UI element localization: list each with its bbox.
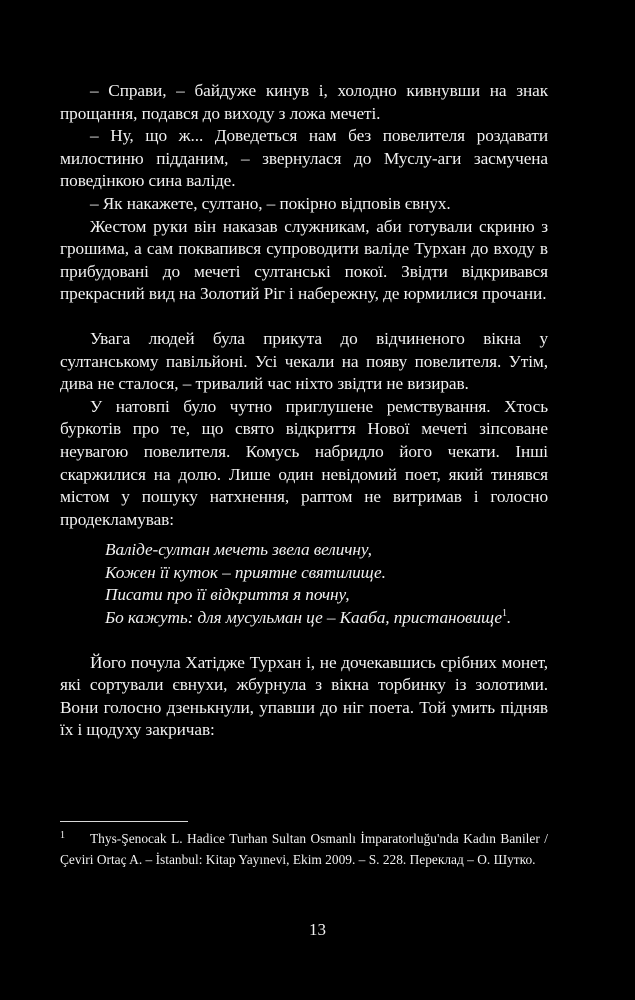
footnote-divider — [60, 821, 188, 822]
book-page-text — [60, 80, 548, 742]
poem-line: Писати про її відкриття я почну, — [105, 585, 350, 605]
section-gap — [60, 630, 548, 652]
poem-line: Кожен її куток – приятне святилище. — [105, 562, 386, 582]
paragraph: – Справи, – байдуже кинув і, холодно кивнувши на знак прощання, подався до виходу з ложа мечеті. — [60, 81, 548, 123]
footnote-reference[interactable]: 1 — [501, 608, 507, 620]
page-number: 13 — [309, 920, 326, 939]
paragraph: – Як накажете, султано, – покірно відповів євнух. — [90, 193, 451, 213]
poem-line-last — [105, 607, 548, 630]
paragraph: Його почула Хатідже Турхан і, не дочекавшись срібних монет, які сортували євнухи, жбурнула з вікна торбинку із золотими. Вони голосно дзенькнули, упавши до ніг поета. Той умить підняв їх і щодуху закричав: — [60, 652, 548, 740]
paragraph: Жестом руки він наказав служникам, аби готували скриню з грошима, а сам поквапився супроводити валіде Турхан до входу в прибудовані до мечеті султанські покої. Звідти відкривався прекрасний вид на Золотий Ріг і набережну, де юрмилися прочани. — [60, 216, 548, 304]
poem-line-text: Бо кажуть: для мусульман це – Кааба, пристановище — [105, 608, 502, 628]
section-gap — [60, 306, 548, 328]
paragraph: Увага людей була прикута до відчиненого вікна у султанському павільйоні. Усі чекали на появу повелителя. Утім, дива не сталося, – тривалий час ніхто звідти не визирав. — [60, 328, 548, 394]
footnote-text: Thys-Şenocak L. Hadice Turhan Sultan Osmanlı İmparatorluğu'nda Kadın Baniler / Çeviri Ortaç A. – İstanbul: Kitap Yayınevi, Ekim 2009. – S. 228. Переклад – О. Шутко. — [60, 831, 548, 867]
paragraph: У натовпі було чутно приглушене ремствування. Хтось буркотів про те, що свято відкриття Нової мечеті зіпсоване неувагою повелителя. Комусь набридло його чекати. Інші скаржилися на долю. Лише один невідомий поет, який тинявся містом у пошуку натхнення, раптом не витримав і голосно продекламував: — [60, 396, 548, 529]
paragraph: – Ну, що ж... Доведеться нам без повелителя роздавати милостиню підданим, – звернулася до Муслу-аги засмучена поведінкою сина валіде. — [60, 126, 548, 191]
poem-period: . — [506, 608, 512, 628]
poem-line: Валіде-султан мечеть звела величну, — [105, 540, 372, 560]
footnote-marker: 1 — [60, 830, 65, 841]
footnote — [60, 829, 548, 870]
poem-stanza — [105, 539, 548, 629]
